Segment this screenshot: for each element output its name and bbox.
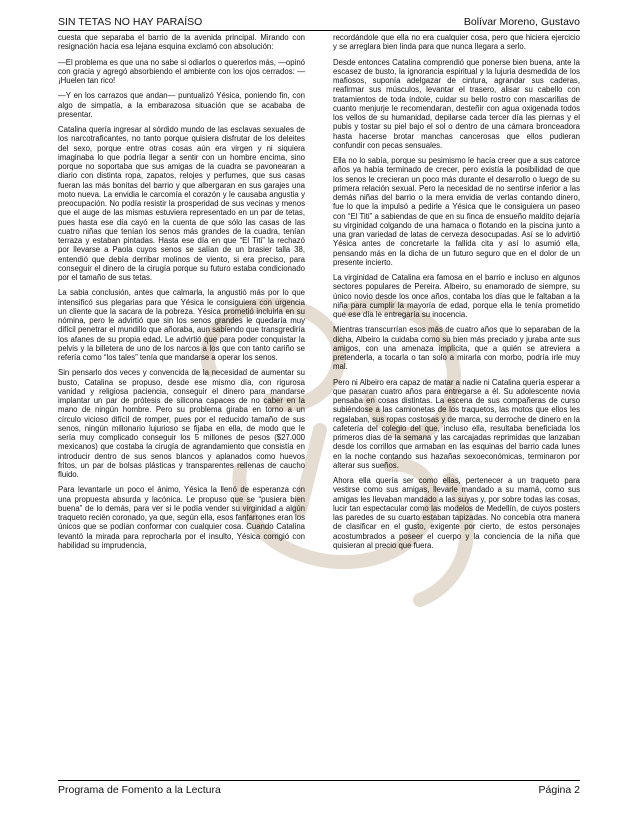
page-header [58,16,580,30]
paragraph: recordándole que ella no era cualquier cosa, pero que hiciera ejercicio y se arreglara bien linda para que nunca llegara a serlo. [333,33,580,52]
left-column [58,33,305,778]
paragraph: —Y en los carrazos que andan— puntualizó Yésica, poniendo fin, con algo de simpatía, a la embarazosa situación que se acababa de presentar. [58,91,305,119]
paragraph: La sabia conclusión, antes que calmarla, la angustió más por lo que intensificó sus plegarias para que Yésica le consiguiera con urgencia un cliente que la sacara de la pobreza. Yésica prometió incluirla en su nómina, pero le advirtió que sin los senos grandes le quedaría muy difícil penetrar el mundillo que añoraba, aun sabiendo que transgrediría los afanes de su propia edad. Le advirtió que para poder conquistar la pelvis y la billetera de uno de los narcos a los que con tanto cariño se refería como “los tales” tenía que mandarse a operar los senos. [58,288,305,362]
paragraph: Pero ni Albeiro era capaz de matar a nadie ni Catalina quería esperar a que pasaran cuatro años para entregarse a él. Su adolescente novia pensaba en cosas distintas. La escena de sus compañeras de curso subiéndose a las camionetas de los traquetos, las motos que ellos les regalaban, sus ropas costosas y de marca, su derroche de dinero en la cafetería del colegio del que, incluso ella, resultaba beneficiada los primeros días de la semana y las carcajadas reprimidas que lanzaban desde los corrillos que armaban en las esquinas del barrio cada lunes en la noche contando sus hazañas sexoeconómicas, terminaron por alterar sus sueños. [333,377,580,470]
author-name: Bolívar Moreno, Gustavo [463,16,580,28]
paragraph: La virginidad de Catalina era famosa en el barrio e incluso en algunos sectores populares de Pereira. Albeiro, su enamorado de siempre, su único novio desde los once años, contaba los días que le faltaban a la niña para cumplir la mayoría de edad, porque ella le tenía prometido que ese día le entregaría su inocencia. [333,273,580,319]
program-name: Programa de Fomento a la Lectura [58,784,221,796]
right-column [333,33,580,778]
paragraph: Para levantarle un poco el ánimo, Yésica la llenó de esperanza con una propuesta absurda y lacónica. Le propuso que se “pusiera bien buena” de lo demás, para ver si le podía vender su virginidad a algún traqueto recién coronado, ya que, según ella, esos fanfarrones eran los únicos que se podían conformar con cualquier cosa. Cuando Catalina levantó la mirada para reprocharla por el insulto, Yésica corrigió con habilidad su imprudencia, [58,485,305,550]
paragraph: Catalina quería ingresar al sórdido mundo de las esclavas sexuales de los narcotraficantes, no tanto porque quisiera disfrutar de los deleites del sexo, porque entre otras cosas aún era virgen y ni siquiera imaginaba lo que podría llegar a sentir con un hombre encima, sino porque no soportaba que sus amigas de la cuadra se pavonearan a diario con distinta ropa, zapatos, relojes y perfumes, que sus casas fueran las más bonitas del barrio y que albergaran en sus garajes una moto nueva. La envidia le carcomía el corazón y le causaba angustia y preocupación. No podía resistir la prosperidad de sus vecinas y menos que el auge de las mismas estuviera representado en un par de tetas, pues hasta ese día cayó en la cuenta de que sólo las casas de las cuatro niñas que tenían los senos más grandes de la cuadra, tenían terraza y estaban pintadas. Hasta ese día en que “El Titi” la rechazó por llevarse a Paola cuyos senos se salían de un brasier talla 38, entendió que debía derribar molinos de viento, si era preciso, para conseguir el dinero de la cirugía porque su futuro estaba condicionado por el tamaño de sus tetas. [58,125,305,282]
page-footer [58,784,580,798]
footer-divider [58,780,580,781]
paragraph: Ahora ella quería ser como ellas, pertenecer a un traqueto para vestirse como sus amigas, llevarle mandado a su mamá, como sus amigas les llevaban mandado a las suyas y, por sobre todas las cosas, lucir tan espectacular como las modelos de Medellín, de cuyos posters las paredes de su cuarto estaban tapizadas. No concebía otra manera de clasificar en el gusto, exigente por cierto, de estos personajes acostumbrados a poseer el cuerpo y la conciencia de la niña que quisieran al precio que fuera. [333,476,580,550]
paragraph: Ella no lo sabía, porque su pesimismo le hacía creer que a sus catorce años ya había terminado de crecer, pero existía la posibilidad de que los senos le crecieran un poco más durante el desarrollo o luego de su primera relación sexual. Pero la necesidad de no sentirse inferior a las demás niñas del barrio o la mera envidia de verlas contando dinero, fue lo que la impulsó a pedirle a Yésica que le consiguiera un paseo con “El Titi” a sabiendas de que en su finca de ensueño maldito dejaría su virginidad colgando de una hamaca o flotando en la piscina junto a una gran variedad de latas de cerveza desocupadas. Así se lo advirtió Yésica antes de concretarle la fallida cita y así lo asumió ella, pensando más en la dicha de un futuro seguro que en el dolor de un presente incierto. [333,156,580,267]
paragraph: cuesta que separaba el barrio de la avenida principal. Mirando con resignación hacia esa lejana esquina exclamó con absolución: [58,33,305,52]
book-title: SIN TETAS NO HAY PARAÍSO [58,16,203,28]
paragraph: Mientras transcurrían esos más de cuatro años que lo separaban de la dicha, Albeiro la cuidaba como su bien más preciado y juraba ante sus amigos, con una amenaza implícita, que a quién se atreviera a pretenderla, a tocarla o tan solo a mirarla con morbo, podría irle muy mal. [333,325,580,372]
header-divider [58,30,580,31]
body-text [58,33,580,778]
page-number: Página 2 [538,784,580,796]
paragraph: Desde entonces Catalina comprendió que ponerse bien buena, ante la escasez de busto, la ignorancia espiritual y la lujuria desmedida de los mafiosos, suponía adelgazar de cintura, agrandar sus caderas, reafirmar sus músculos, levantar el trasero, alisar su cabello con tratamientos de toda índole, cuidar su bello rostro con mascarillas de cuanto menjurje le recomendaran, desteñir con agua oxigenada todos los vellos de su humanidad, depilarse cada tercer día las piernas y el pubis y tostar su piel bajo el sol o dentro de una cámara bronceadora hasta hacerse brotar manchas cancerosas que ellos pudieran confundir con pecas sensuales. [333,57,580,150]
paragraph: Sin pensarlo dos veces y convencida de la necesidad de aumentar su busto, Catalina se propuso, desde ese mismo día, con rigurosa vanidad y religiosa paciencia, conseguir el dinero para mandarse implantar un par de prótesis de silicona capaces de no caber en la mano de ningún hombre. Pero su problema giraba en torno a un círculo vicioso difícil de romper, pues por el reducido tamaño de sus senos, ningún millonario lujurioso se fijaba en ella, de modo que le sería muy complicado conseguir los 5 millones de pesos ($27.000 mexicanos) que costaba la cirugía de agrandamiento que consistía en introducir dentro de sus senos blancos y aplanados como huevos fritos, un par de bolsas plásticas y transparentes rellenas de caucho fluido. [58,368,305,479]
paragraph: —El problema es que una no sabe si odiarlos o quererlos más, —opinó con gracia y agregó absorbiendo el ambiente con los ojos cerrados: —¡Huelen tan rico! [58,57,305,85]
